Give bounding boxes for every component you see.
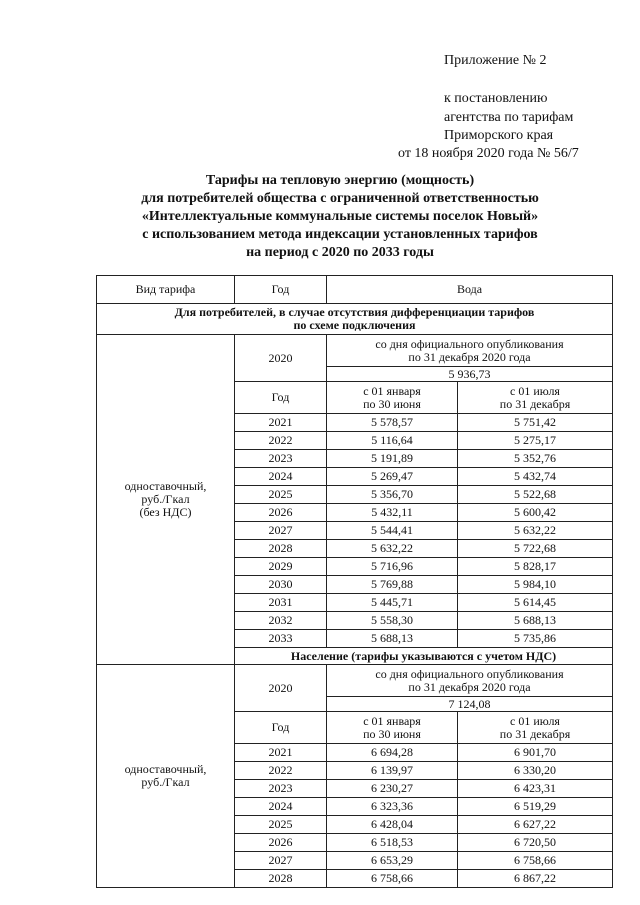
row-value-h1: 6 428,04 <box>327 816 458 834</box>
row-year: 2024 <box>235 798 327 816</box>
first-period <box>327 665 613 697</box>
appendix-line: от 18 ноября 2020 года № 56/7 <box>398 146 579 161</box>
section-title-line: Для потребителей, в случае отсутствия дифференциации тарифов <box>174 305 535 319</box>
section-title <box>235 648 613 665</box>
row-year: 2028 <box>235 870 327 888</box>
title-line: «Интеллектуальные коммунальные системы поселок Новый» <box>141 209 539 224</box>
row-year: 2030 <box>235 576 327 594</box>
row-year: 2027 <box>235 522 327 540</box>
row-value-h1: 5 578,57 <box>327 414 458 432</box>
row-value-h1: 5 716,96 <box>327 558 458 576</box>
tariff-type-line: руб./Гкал <box>141 492 190 506</box>
section-title-line: Население (тарифы указываются с учетом НДС) <box>290 648 557 663</box>
row-value-h2: 5 735,86 <box>458 630 613 648</box>
row-value-h2: 6 519,29 <box>458 798 613 816</box>
title-line: Тарифы на тепловую энергию (мощность) <box>205 173 475 188</box>
first-year: 2020 <box>235 335 327 382</box>
row-year: 2024 <box>235 468 327 486</box>
row-value-h2: 6 867,22 <box>458 870 613 888</box>
row-value-h2: 5 432,74 <box>458 468 613 486</box>
row-value-h2: 5 751,42 <box>458 414 613 432</box>
half-year-2-header <box>458 382 613 414</box>
section-title <box>97 304 613 335</box>
row-value-h2: 5 984,10 <box>458 576 613 594</box>
row-value-h1: 5 558,30 <box>327 612 458 630</box>
tariff-type <box>97 665 235 888</box>
row-value-h1: 5 769,88 <box>327 576 458 594</box>
table-header-row <box>97 276 613 304</box>
appendix-title: Приложение № 2 <box>444 53 547 68</box>
appendix-line: Приморского края <box>444 128 554 143</box>
row-value-h1: 5 445,71 <box>327 594 458 612</box>
row-value-h1: 5 191,89 <box>327 450 458 468</box>
row-value-h2: 5 600,42 <box>458 504 613 522</box>
first-year-row <box>97 665 613 697</box>
row-year: 2025 <box>235 816 327 834</box>
row-year: 2023 <box>235 780 327 798</box>
row-value-h2: 5 688,13 <box>458 612 613 630</box>
row-value-h2: 5 352,76 <box>458 450 613 468</box>
row-year: 2026 <box>235 504 327 522</box>
half-year-2-header <box>458 712 613 744</box>
first-value: 7 124,08 <box>327 697 613 712</box>
first-period-line: со дня официального опубликования <box>375 336 564 351</box>
section-title-row <box>97 304 613 335</box>
half-year-1-header <box>327 382 458 414</box>
row-value-h1: 5 632,22 <box>327 540 458 558</box>
row-value-h2: 5 722,68 <box>458 540 613 558</box>
half-year-1-header-line: по 30 июня <box>363 396 421 411</box>
row-year: 2032 <box>235 612 327 630</box>
first-period-line: со дня официального опубликования <box>375 666 564 681</box>
row-value-h1: 5 544,41 <box>327 522 458 540</box>
row-value-h1: 5 432,11 <box>327 504 458 522</box>
row-year: 2022 <box>235 432 327 450</box>
row-value-h1: 5 688,13 <box>327 630 458 648</box>
row-value-h2: 5 828,17 <box>458 558 613 576</box>
half-year-1-header-line: с 01 января <box>363 383 421 398</box>
half-year-1-header-line: по 30 июня <box>363 726 421 741</box>
row-value-h2: 5 522,68 <box>458 486 613 504</box>
first-period-line: по 31 декабря 2020 года <box>408 679 531 694</box>
row-value-h1: 6 518,53 <box>327 834 458 852</box>
document-title <box>80 172 600 262</box>
section-title-line: по схеме подключения <box>293 318 416 332</box>
row-value-h2: 6 720,50 <box>458 834 613 852</box>
row-value-h1: 6 653,29 <box>327 852 458 870</box>
row-year: 2021 <box>235 744 327 762</box>
title-line: на период с 2020 по 2033 годы <box>246 245 434 260</box>
row-value-h2: 6 627,22 <box>458 816 613 834</box>
row-year: 2031 <box>235 594 327 612</box>
row-value-h1: 6 230,27 <box>327 780 458 798</box>
row-value-h2: 5 275,17 <box>458 432 613 450</box>
first-year: 2020 <box>235 665 327 712</box>
header-tariff-type: Вид тарифа <box>97 276 235 304</box>
row-value-h1: 6 323,36 <box>327 798 458 816</box>
row-year: 2029 <box>235 558 327 576</box>
tariff-type <box>97 335 235 665</box>
row-value-h1: 6 694,28 <box>327 744 458 762</box>
row-year: 2023 <box>235 450 327 468</box>
title-line: для потребителей общества с ограниченной ответственностью <box>141 191 539 206</box>
half-year-2-header-line: по 31 декабря <box>499 396 571 411</box>
half-year-2-header-line: с 01 июля <box>510 713 560 728</box>
row-year: 2028 <box>235 540 327 558</box>
row-value-h1: 6 139,97 <box>327 762 458 780</box>
tariff-type-line: одноставочный, <box>124 762 207 776</box>
year-label: Год <box>235 712 327 744</box>
appendix-line: к постановлению <box>444 91 548 106</box>
title-line: с использованием метода индексации установленных тарифов <box>142 227 538 242</box>
row-value-h1: 5 116,64 <box>327 432 458 450</box>
row-value-h2: 6 330,20 <box>458 762 613 780</box>
first-value: 5 936,73 <box>327 367 613 382</box>
row-value-h1: 6 758,66 <box>327 870 458 888</box>
appendix-line: агентства по тарифам <box>444 110 574 125</box>
row-year: 2021 <box>235 414 327 432</box>
half-year-1-header-line: с 01 января <box>363 713 421 728</box>
row-year: 2033 <box>235 630 327 648</box>
row-value-h2: 6 758,66 <box>458 852 613 870</box>
year-label: Год <box>235 382 327 414</box>
row-value-h2: 6 423,31 <box>458 780 613 798</box>
row-value-h2: 6 901,70 <box>458 744 613 762</box>
tariff-type-line: (без НДС) <box>139 505 192 519</box>
half-year-2-header-line: по 31 декабря <box>499 726 571 741</box>
header-water: Вода <box>327 276 613 304</box>
first-year-row <box>97 335 613 367</box>
header-year: Год <box>235 276 327 304</box>
row-year: 2022 <box>235 762 327 780</box>
first-period <box>327 335 613 367</box>
half-year-1-header <box>327 712 458 744</box>
first-period-line: по 31 декабря 2020 года <box>408 349 531 364</box>
row-value-h2: 5 632,22 <box>458 522 613 540</box>
half-year-2-header-line: с 01 июля <box>510 383 560 398</box>
row-value-h2: 5 614,45 <box>458 594 613 612</box>
tariff-type-line: одноставочный, <box>124 479 207 493</box>
tariff-type-line: руб./Гкал <box>141 775 190 789</box>
row-year: 2027 <box>235 852 327 870</box>
row-year: 2026 <box>235 834 327 852</box>
tariff-table <box>96 275 613 888</box>
row-year: 2025 <box>235 486 327 504</box>
row-value-h1: 5 269,47 <box>327 468 458 486</box>
row-value-h1: 5 356,70 <box>327 486 458 504</box>
